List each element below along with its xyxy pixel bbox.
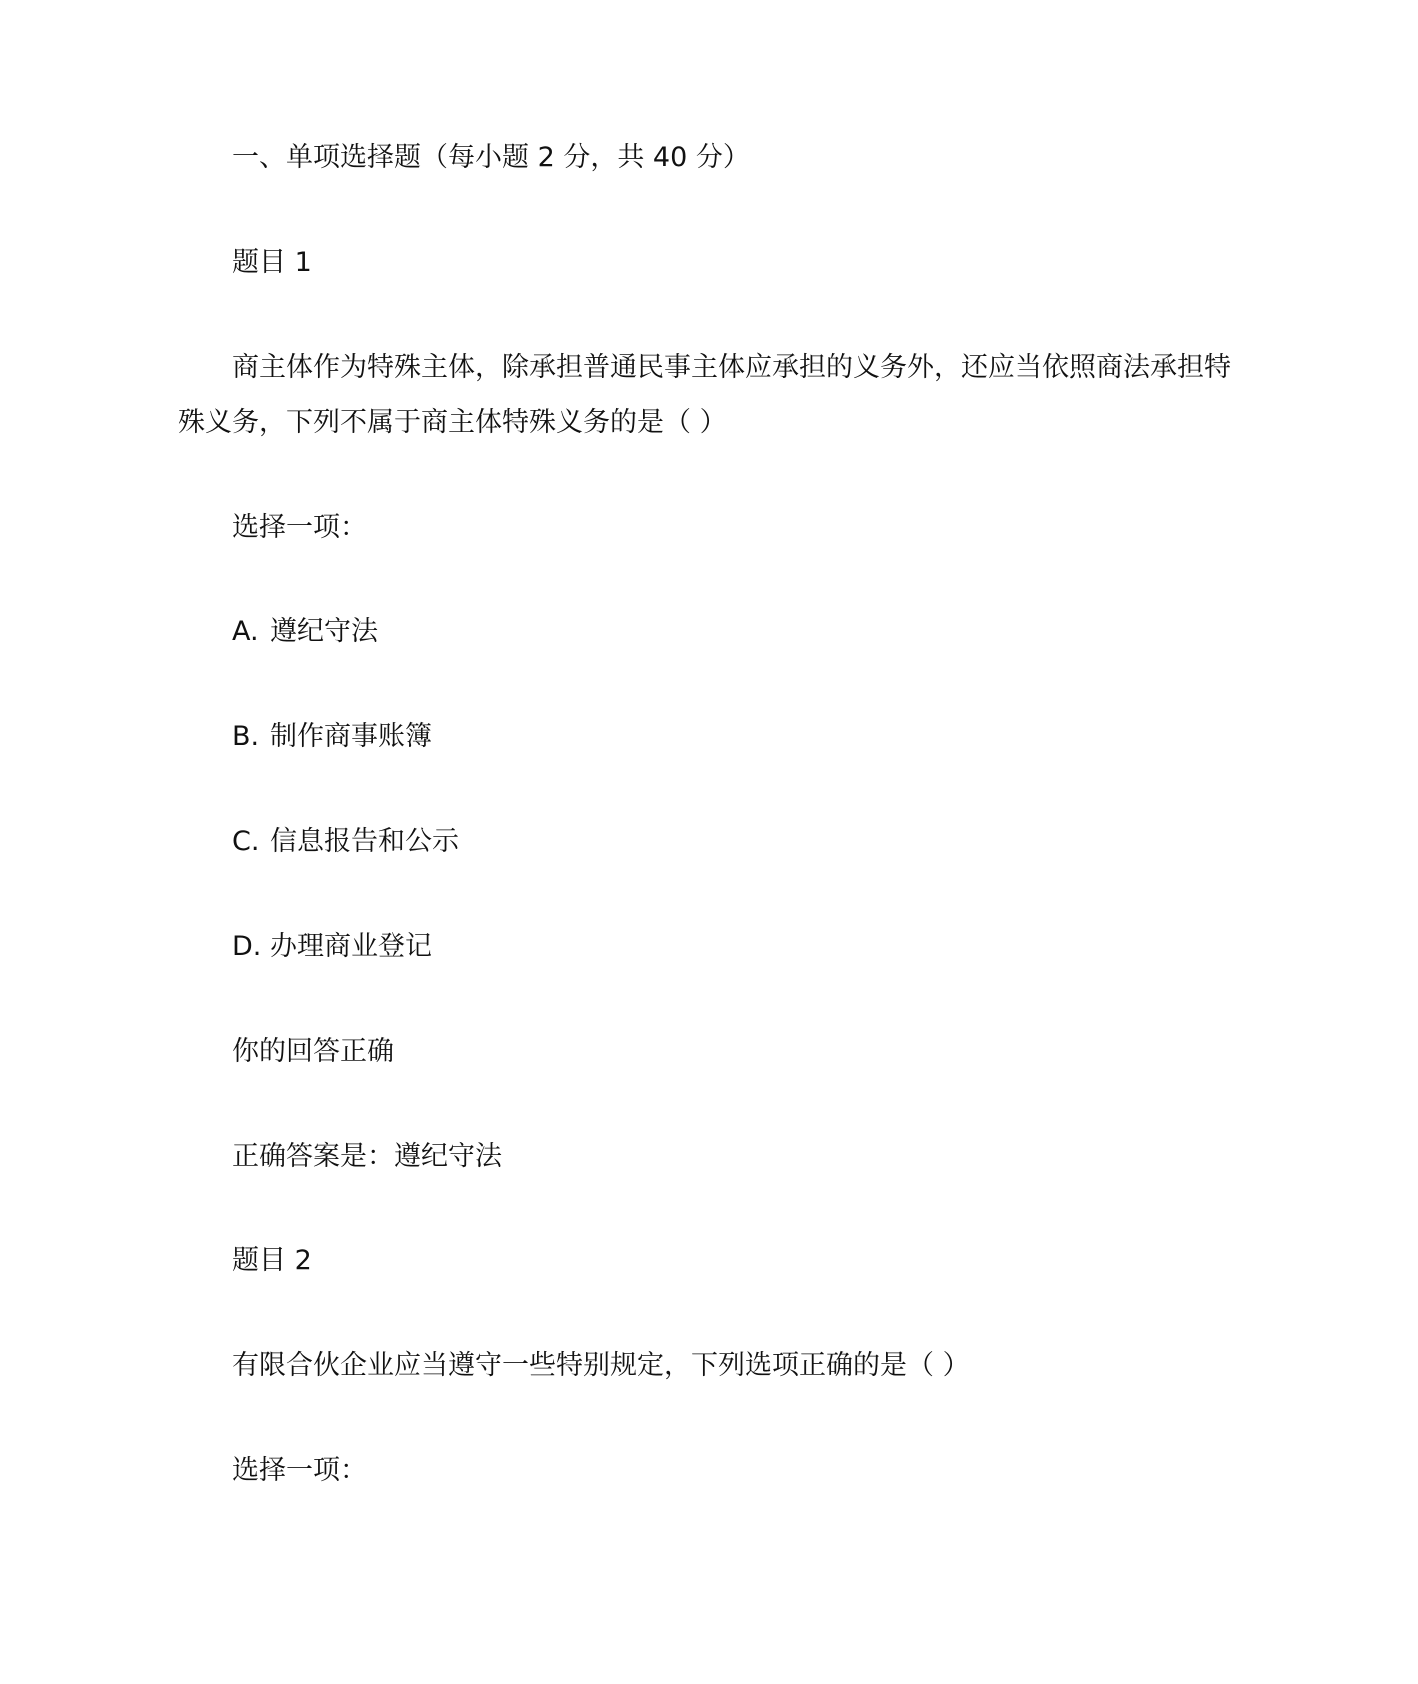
question-1-option-c[interactable]: [232, 822, 459, 862]
option-text: 遵纪守法: [270, 616, 378, 647]
option-letter: A.: [232, 616, 259, 647]
question-1-option-d[interactable]: [232, 927, 432, 967]
question-1-option-b[interactable]: [232, 717, 432, 757]
question-1-option-a[interactable]: [232, 612, 378, 652]
section-title: 一、单项选择题（每小题 2 分，共 40 分）: [232, 142, 750, 173]
question-2-prompt: 选择一项：: [232, 1455, 367, 1486]
option-text: 信息报告和公示: [270, 826, 459, 857]
question-1-stem-line1: 商主体作为特殊主体，除承担普通民事主体应承担的义务外，还应当依照商法承担特: [232, 352, 1231, 383]
question-1-prompt: 选择一项：: [232, 512, 367, 543]
question-1-answer: 正确答案是：遵纪守法: [232, 1141, 502, 1172]
option-letter: C.: [232, 826, 260, 857]
option-text: 办理商业登记: [270, 931, 432, 962]
option-text: 制作商事账簿: [270, 721, 432, 752]
option-letter: D.: [232, 931, 262, 962]
question-1-stem-line2: 殊义务，下列不属于商主体特殊义务的是（ ）: [178, 407, 727, 438]
question-2-label: 题目 2: [232, 1245, 312, 1276]
question-1-feedback: 你的回答正确: [232, 1036, 394, 1067]
question-1-label: 题目 1: [232, 247, 312, 278]
option-letter: B.: [232, 721, 260, 752]
question-2-stem-line1: 有限合伙企业应当遵守一些特别规定，下列选项正确的是（ ）: [232, 1350, 970, 1381]
